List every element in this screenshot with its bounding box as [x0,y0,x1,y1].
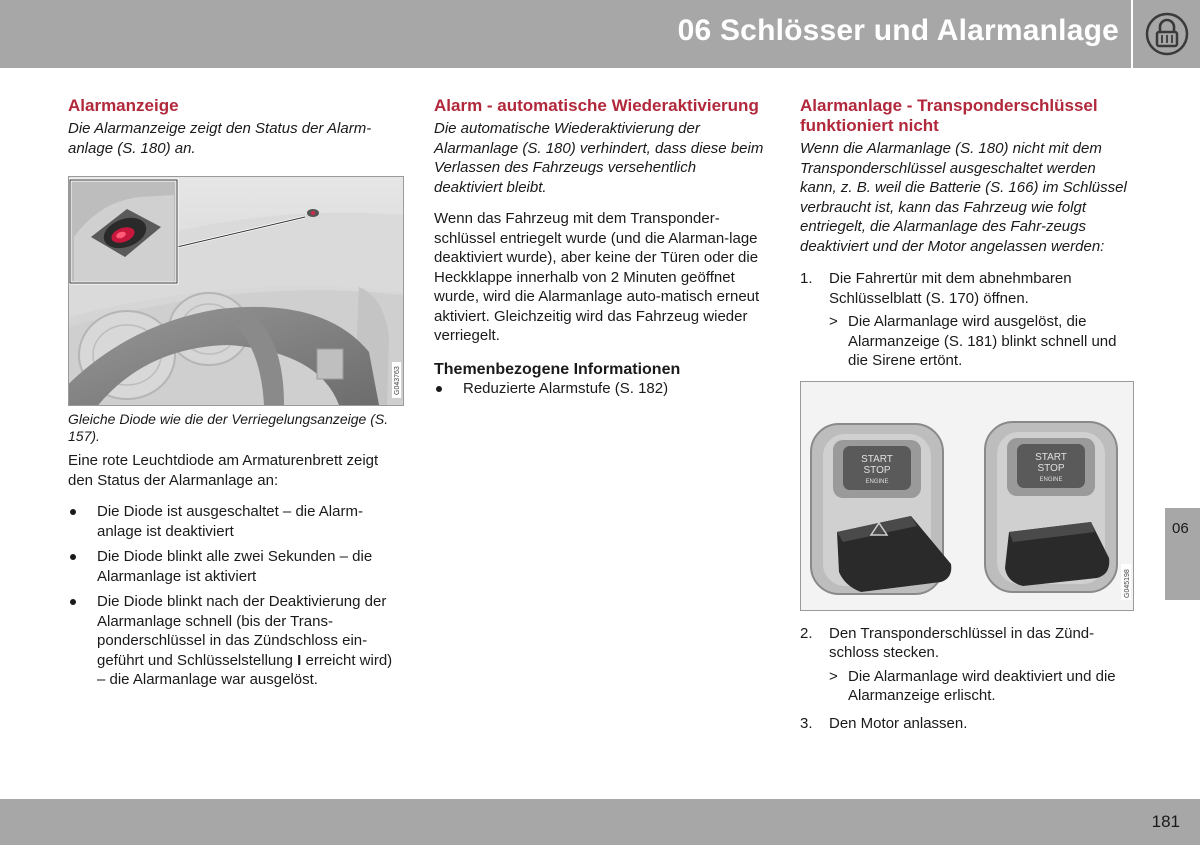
list-item [68,502,396,541]
step-2-result [800,667,1134,706]
figure-caption: Gleiche Diode wie die der Verriegelungsanzeige (S. 157). [68,411,389,444]
result-text: Die Alarmanlage wird deaktiviert und die Alarmanzeige erlischt. [848,667,1116,704]
step-1-result [800,312,1134,371]
key-position: I [297,651,302,669]
bullet-icon [70,599,76,605]
list-item-text: Die Diode ist ausgeschaltet – die Alarm-anlage ist deaktiviert [97,503,363,540]
chapter-title: 06 Schlösser und Alarmanlage [677,14,1119,47]
page-number: 181 [1151,812,1180,831]
bullet-icon [70,554,76,560]
result-text: Die Alarmanlage wird ausgelöst, die Alarmanzeige (S. 181) blinkt schnell und die Sirene ertönt. [848,313,1117,369]
figure-code: G045198 [1124,568,1131,598]
step-3 [800,714,1134,734]
step-1 [800,269,1134,308]
related-heading: Themenbezogene Informationen [434,360,681,378]
button-label: STOP [863,464,891,476]
related-list [434,379,764,399]
chapter-icon-box [1131,0,1200,68]
section-heading-reaktivierung: Alarm - automatische Wiederaktivierung [434,96,759,115]
step-text: Den Transponderschlüssel in das Zünd-schloss stecken. [829,624,1095,661]
column-alarm-indicator [68,96,401,694]
related-link[interactable] [434,379,764,399]
bullet-icon [436,386,442,392]
list-item [68,547,396,586]
button-label: START [861,453,893,465]
status-list [68,502,396,690]
section-intro: Die automatische Wiederaktivierung der Alarmanlage (S. 180) verhindert, dass diese beim Verlassen des Fahrzeugs versehentlich deaktiviert bleibt. [434,120,764,196]
section-heading-alarmanzeige: Alarmanzeige [68,96,179,115]
result-marker: > [829,667,838,685]
start-stop-key-image [801,382,1133,610]
dashboard-illustration [68,176,404,406]
button-label: START [1035,451,1067,463]
step-number: 1. [800,270,813,287]
button-label: ENGINE [865,478,889,485]
ignition-illustration [800,381,1134,611]
list-item-text: erreicht wird) – die Alarmanlage war ausgelöst. [97,651,393,688]
section-intro: Wenn die Alarmanlage (S. 180) nicht mit dem Transponderschlüssel ausgeschaltet werden kann, z. B. weil die Batterie (S. 166) im Schlüssel verbraucht ist, kann das Fahrzeug wie folgt entriegelt, die Alarmanlage des Fahr-zeugs deaktiviert und der Motor angelassen werden: [800,140,1127,255]
step-text: Den Motor anlassen. [829,714,968,732]
figure-code: G043763 [394,366,401,395]
list-item-text: Die Diode blinkt alle zwei Sekunden – die Alarmanlage ist aktiviert [97,548,373,585]
section-heading-transponder: Alarmanlage - Transponderschlüssel funktioniert nicht [800,96,1098,135]
button-label: ENGINE [1039,476,1063,483]
list-item [68,592,396,690]
result-marker: > [829,313,838,330]
dashboard-led-image [69,177,403,405]
column-transponder-failure [800,96,1134,733]
page-footer [0,799,1200,845]
section-intro: Die Alarmanzeige zeigt den Status der Alarm-anlage (S. 180) an. [68,120,372,157]
side-tab-label: 06 [1172,520,1189,537]
body-text: Wenn das Fahrzeug mit dem Transponder-schlüssel entriegelt wurde (und die Alarman-lage deaktiviert wurde), aber keine der Türen oder die Heckklappe innerhalb von 2 Minuten geöffnet wurde, wird die Alarmanlage auto-matisch erneut aktiviert. Gleichzeitig wird das Fahrzeug wieder verriegelt. [434,210,760,344]
lock-icon [1145,12,1189,56]
chapter-side-tab [1165,508,1200,600]
step-number: 3. [800,714,813,732]
related-link-text: Reduzierte Alarmstufe (S. 182) [463,379,669,397]
step-text: Die Fahrertür mit dem abnehmbaren Schlüsselblatt (S. 170) öffnen. [829,270,1072,307]
body-text: Eine rote Leuchtdiode am Armaturenbrett zeigt den Status der Alarmanlage an: [68,452,379,489]
step-2 [800,624,1134,663]
step-number: 2. [800,624,813,642]
button-label: STOP [1037,462,1065,474]
bullet-icon [70,509,76,515]
column-auto-reactivation [434,96,764,402]
list-item-text: Die Diode blinkt nach der Deaktivierung der Alarmanlage schnell (bis der Trans-ponderschlüssel in das Zündschloss ein-geführt und Schlüsselstellung [97,593,387,669]
page-header [0,0,1200,68]
